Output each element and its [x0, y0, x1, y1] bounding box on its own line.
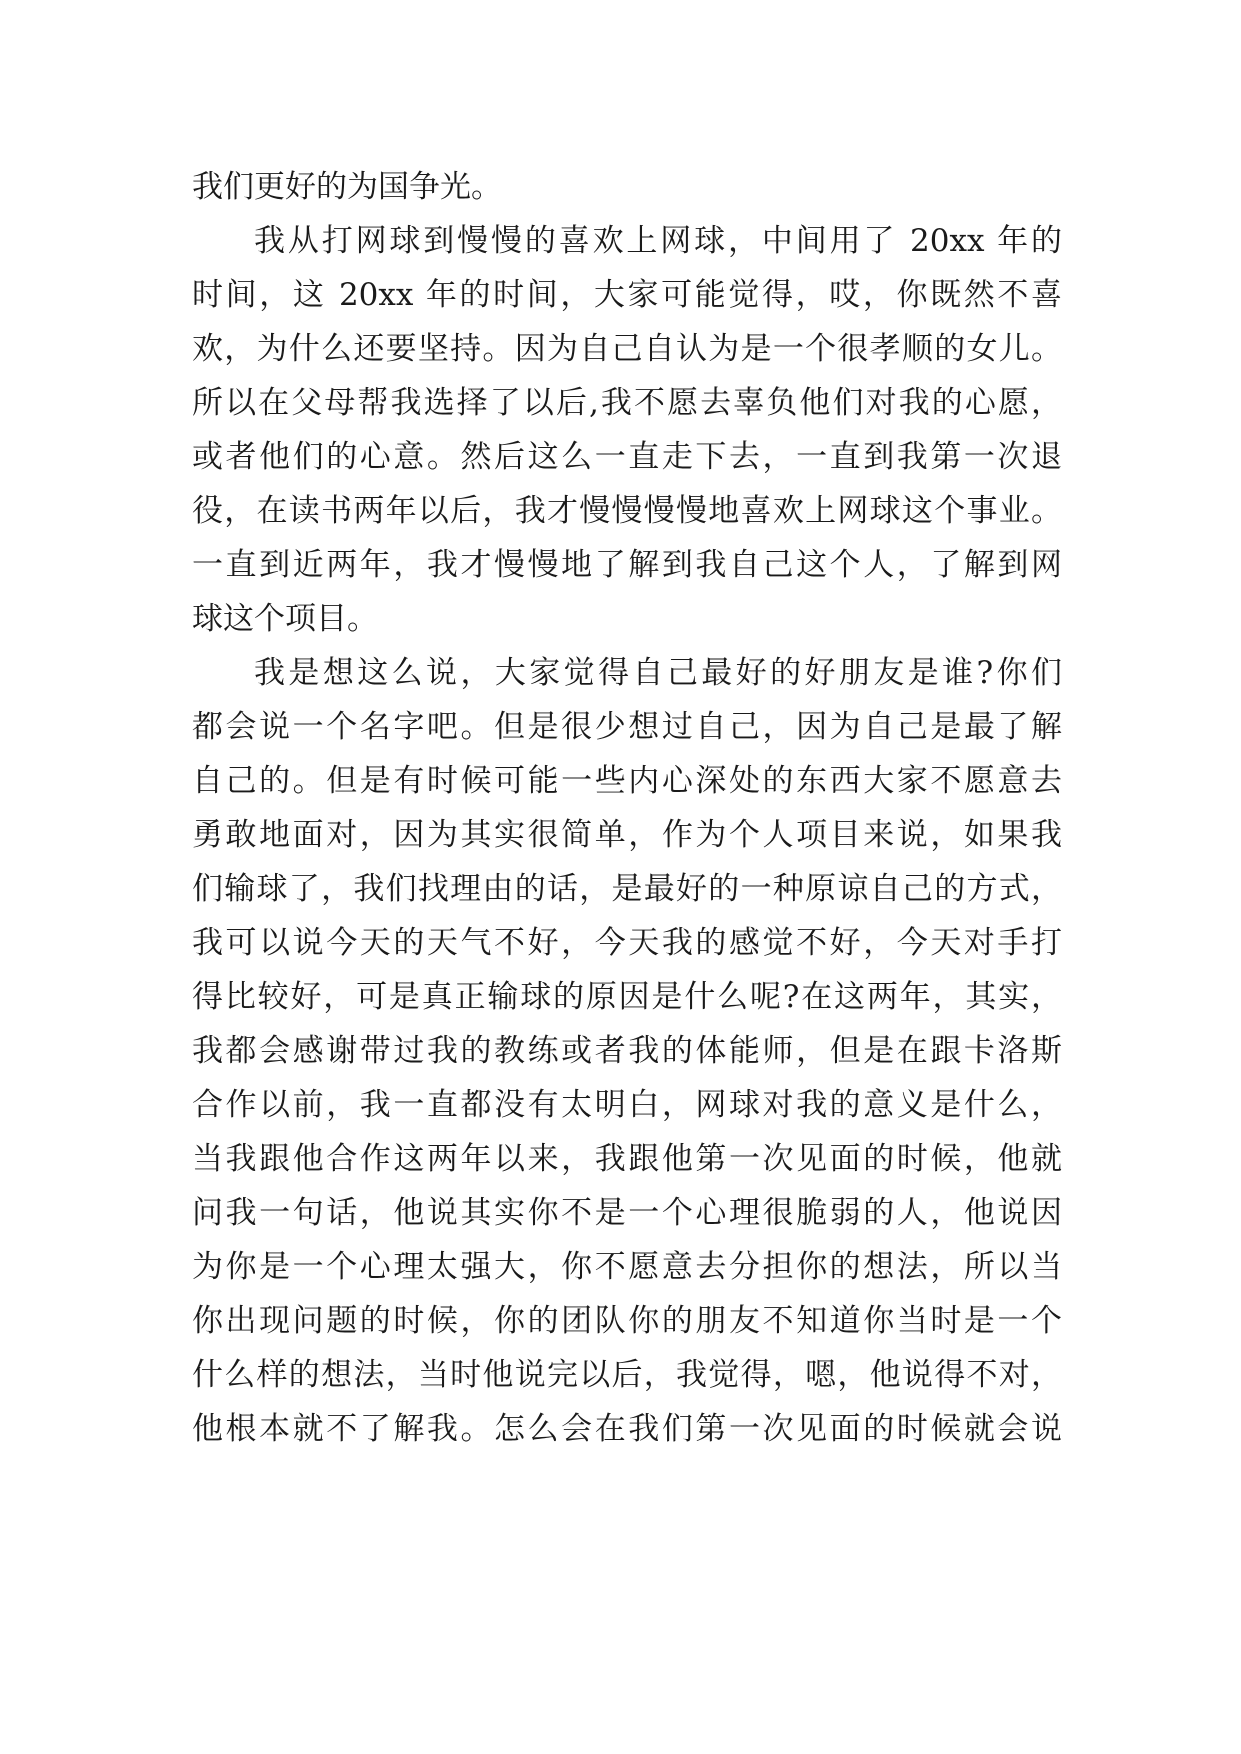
paragraph-line: 什么样的想法，当时他说完以后，我觉得，嗯，他说得不对， — [192, 1357, 1062, 1393]
paragraph-line: 问我一句话，他说其实你不是一个心理很脆弱的人，他说因 — [192, 1195, 1062, 1231]
paragraph-line: 一直到近两年，我才慢慢地了解到我自己这个人，了解到网 — [192, 547, 1062, 583]
paragraph-line: 球这个项目。 — [192, 601, 378, 637]
paragraph-line: 我是想这么说，大家觉得自己最好的好朋友是谁?你们 — [254, 655, 1062, 691]
paragraph-line: 得比较好，可是真正输球的原因是什么呢?在这两年，其实， — [192, 979, 1062, 1015]
paragraph-line: 合作以前，我一直都没有太明白，网球对我的意义是什么， — [192, 1087, 1062, 1123]
paragraph-line: 自己的。但是有时候可能一些内心深处的东西大家不愿意去 — [192, 763, 1062, 799]
paragraph-line: 所以在父母帮我选择了以后,我不愿去辜负他们对我的心愿， — [192, 385, 1062, 421]
paragraph-line: 当我跟他合作这两年以来，我跟他第一次见面的时候，他就 — [192, 1141, 1062, 1177]
paragraph-line: 都会说一个名字吧。但是很少想过自己，因为自己是最了解 — [192, 709, 1062, 745]
paragraph-line: 我们更好的为国争光。 — [192, 169, 502, 205]
paragraph-line: 你出现问题的时候，你的团队你的朋友不知道你当时是一个 — [192, 1303, 1062, 1339]
paragraph-line: 们输球了，我们找理由的话，是最好的一种原谅自己的方式， — [192, 871, 1062, 907]
paragraph-line: 我都会感谢带过我的教练或者我的体能师，但是在跟卡洛斯 — [192, 1033, 1062, 1069]
paragraph-line: 时间，这 20xx 年的时间，大家可能觉得，哎，你既然不喜 — [192, 277, 1062, 313]
paragraph-line: 他根本就不了解我。怎么会在我们第一次见面的时候就会说 — [192, 1411, 1062, 1447]
paragraph-line: 我从打网球到慢慢的喜欢上网球，中间用了 20xx 年的 — [254, 223, 1062, 259]
paragraph-line: 或者他们的心意。然后这么一直走下去，一直到我第一次退 — [192, 439, 1062, 475]
document-body — [192, 160, 1062, 1456]
paragraph-line: 勇敢地面对，因为其实很简单，作为个人项目来说，如果我 — [192, 817, 1062, 853]
paragraph-line: 欢，为什么还要坚持。因为自己自认为是一个很孝顺的女儿。 — [192, 331, 1062, 367]
paragraph-line: 役，在读书两年以后，我才慢慢慢慢地喜欢上网球这个事业。 — [192, 493, 1062, 529]
paragraph-line: 我可以说今天的天气不好，今天我的感觉不好，今天对手打 — [192, 925, 1062, 961]
paragraph-line: 为你是一个心理太强大，你不愿意去分担你的想法，所以当 — [192, 1249, 1062, 1285]
